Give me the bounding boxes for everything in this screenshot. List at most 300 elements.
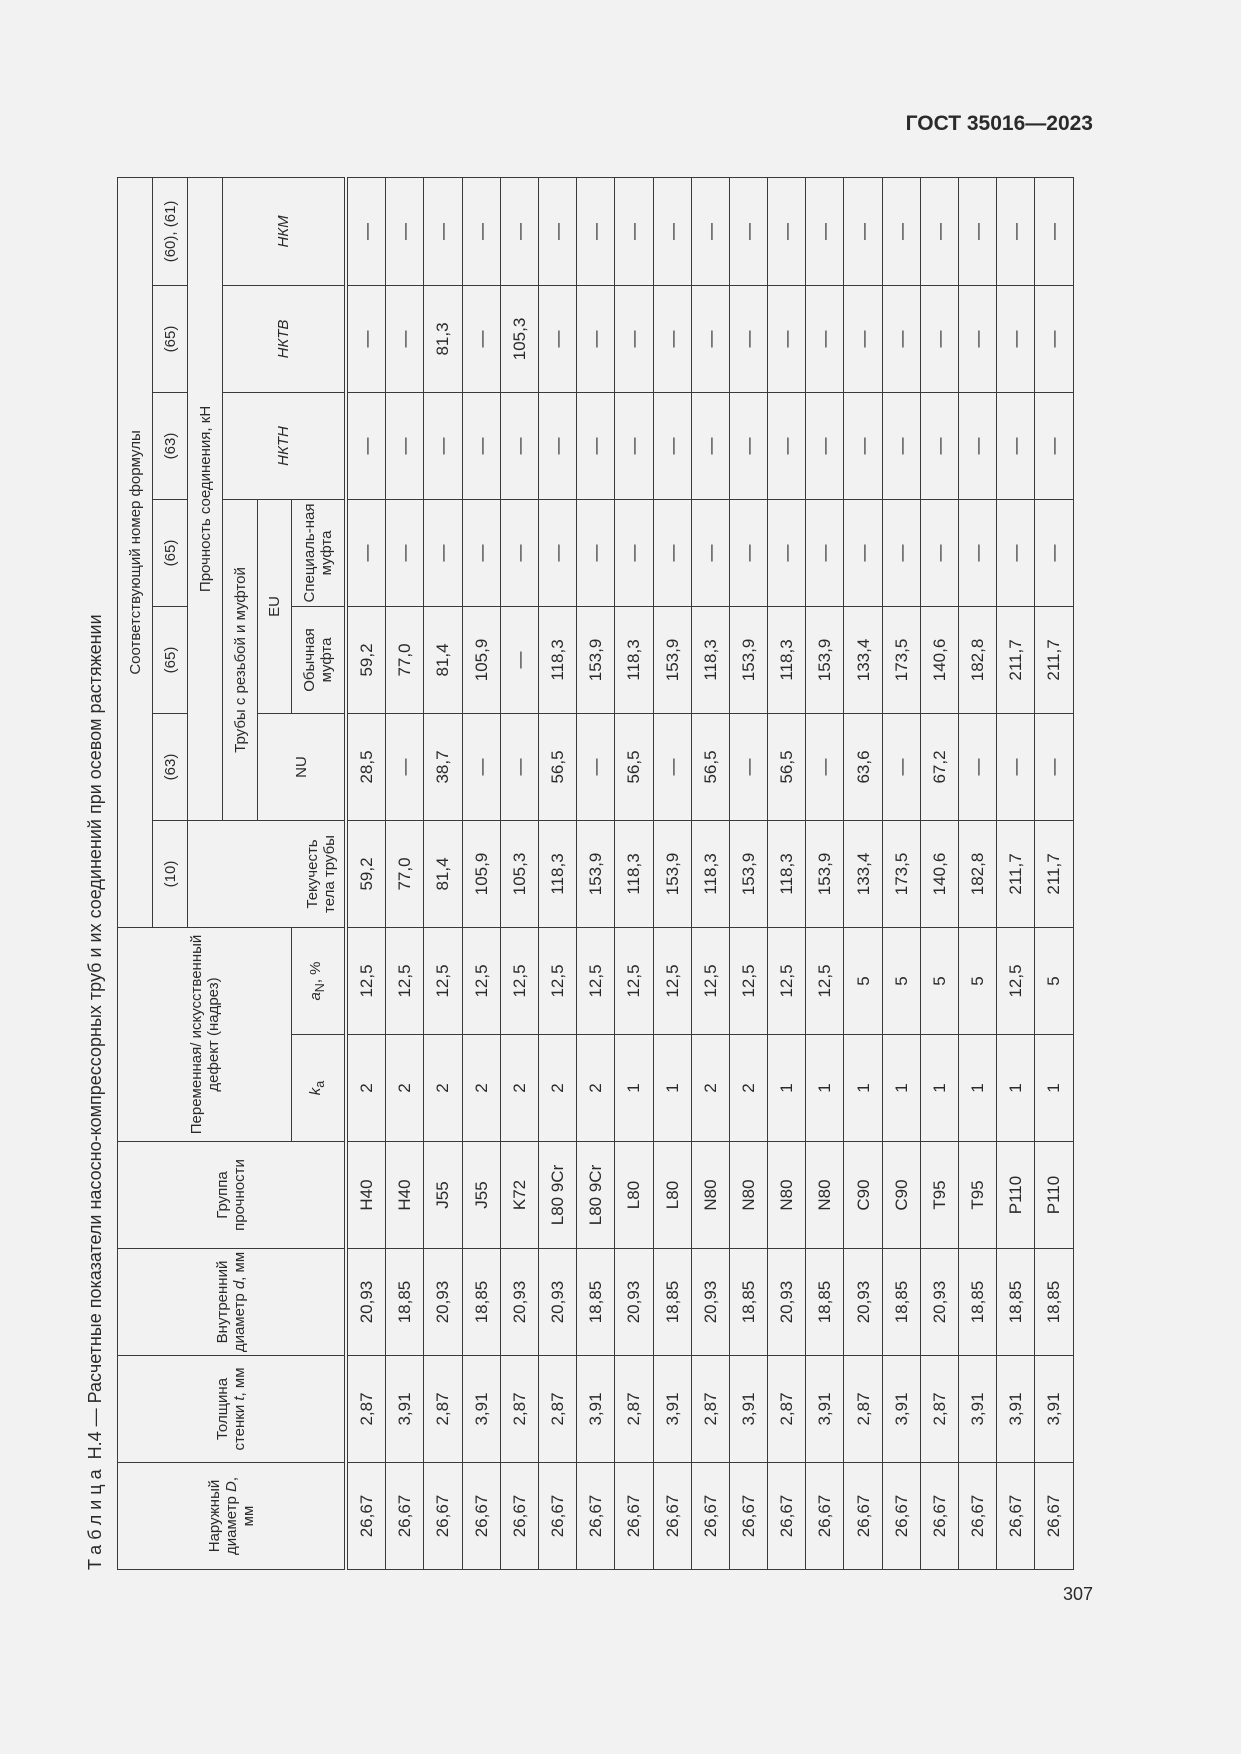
table-cell: 211,7 — [1035, 606, 1073, 713]
table-cell: — — [997, 285, 1035, 392]
table-cell: 18,85 — [997, 1249, 1035, 1356]
table-cell: — — [615, 177, 653, 285]
table-cell: — — [806, 285, 844, 392]
table-cell: T95 — [920, 1142, 958, 1249]
table-cell: — — [577, 499, 615, 606]
header-text: Внутренний диаметр — [214, 1260, 248, 1353]
header-nu: NU — [258, 713, 347, 820]
table-cell: 2 — [346, 1035, 386, 1142]
table-cell: 133,4 — [844, 606, 882, 713]
caption-label: Таблица — [85, 1464, 105, 1570]
table-cell: 1 — [653, 1035, 691, 1142]
table-cell: — — [386, 713, 424, 820]
table-cell: 2 — [729, 1035, 767, 1142]
table-cell: — — [997, 713, 1035, 820]
table-row — [997, 177, 1035, 1569]
caption-text: Н.4 — Расчетные показатели насосно-компрессорных труб и их соединений при осевом растяжении — [85, 614, 105, 1460]
table-cell: 12,5 — [577, 927, 615, 1034]
table-row — [653, 177, 691, 1569]
table-cell: H40 — [386, 1142, 424, 1249]
table-cell: 211,7 — [997, 820, 1035, 927]
table-row — [462, 177, 500, 1569]
table-cell: 26,67 — [346, 1463, 386, 1570]
table-row — [386, 177, 424, 1569]
table-cell: — — [462, 392, 500, 499]
table-row — [615, 177, 653, 1569]
table-cell: 2 — [691, 1035, 729, 1142]
header-nktv: НКТВ — [223, 285, 347, 392]
table-cell: — — [729, 392, 767, 499]
table-cell: 81,4 — [424, 820, 462, 927]
formula-cell: (65) — [153, 606, 188, 713]
table-cell: 2,87 — [500, 1356, 538, 1463]
table-cell: — — [882, 177, 920, 285]
table-cell: 26,67 — [538, 1463, 576, 1570]
table-cell: 12,5 — [768, 927, 806, 1034]
table-cell: 1 — [882, 1035, 920, 1142]
table-cell: — — [386, 285, 424, 392]
table-cell: — — [691, 392, 729, 499]
table-cell: — — [959, 713, 997, 820]
table-cell: 20,93 — [538, 1249, 576, 1356]
table-cell: 3,91 — [997, 1356, 1035, 1463]
table-row — [500, 177, 538, 1569]
table-cell: 118,3 — [615, 606, 653, 713]
table-cell: 118,3 — [768, 820, 806, 927]
table-cell: 18,85 — [462, 1249, 500, 1356]
table-cell: — — [462, 499, 500, 606]
table-cell: — — [691, 499, 729, 606]
table-cell: L80 — [615, 1142, 653, 1249]
table-cell: 3,91 — [386, 1356, 424, 1463]
table-cell: — — [997, 177, 1035, 285]
table-cell: — — [920, 499, 958, 606]
table-cell: L80 9Cr — [577, 1142, 615, 1249]
header-formula-number: Соответствующий номер формулы — [118, 177, 153, 927]
header-eu: EU — [258, 499, 292, 713]
table-cell: 26,67 — [806, 1463, 844, 1570]
header-text: Наружный диаметр — [205, 1479, 240, 1556]
table-cell: 105,9 — [462, 820, 500, 927]
table-cell: — — [615, 499, 653, 606]
table-row — [768, 177, 806, 1569]
table-cell: C90 — [844, 1142, 882, 1249]
table-cell: — — [844, 285, 882, 392]
table-cell: 77,0 — [386, 606, 424, 713]
table-cell: — — [653, 713, 691, 820]
table-cell: — — [577, 285, 615, 392]
table-cell: 1 — [768, 1035, 806, 1142]
table-cell: 26,67 — [959, 1463, 997, 1570]
table-cell: — — [615, 392, 653, 499]
table-cell: 59,2 — [346, 820, 386, 927]
table-cell: 2,87 — [768, 1356, 806, 1463]
formula-cell: (60), (61) — [153, 177, 188, 285]
table-cell: — — [768, 392, 806, 499]
table-cell: — — [538, 499, 576, 606]
table-cell: 3,91 — [806, 1356, 844, 1463]
table-cell: — — [346, 285, 386, 392]
table-cell: — — [653, 177, 691, 285]
table-cell: 67,2 — [920, 713, 958, 820]
table-cell: 26,67 — [462, 1463, 500, 1570]
table-cell: — — [386, 499, 424, 606]
table-cell: 12,5 — [346, 927, 386, 1034]
table-row — [577, 177, 615, 1569]
table-cell: — — [424, 177, 462, 285]
table-cell: 2 — [424, 1035, 462, 1142]
table-cell: L80 9Cr — [538, 1142, 576, 1249]
table-cell: — — [538, 285, 576, 392]
table-row — [424, 177, 462, 1569]
table-cell: 211,7 — [997, 606, 1035, 713]
table-cell: — — [462, 285, 500, 392]
table-cell: — — [424, 392, 462, 499]
table-cell: 153,9 — [653, 606, 691, 713]
table-cell: 20,93 — [768, 1249, 806, 1356]
table-cell: — — [500, 177, 538, 285]
subscript: a — [313, 1080, 327, 1088]
table-cell: 182,8 — [959, 606, 997, 713]
table-cell: — — [577, 392, 615, 499]
table-cell: — — [691, 285, 729, 392]
table-cell: 5 — [1035, 927, 1073, 1034]
table-row — [959, 177, 997, 1569]
table-cell: 2,87 — [844, 1356, 882, 1463]
table-cell: 173,5 — [882, 606, 920, 713]
table-cell: — — [500, 606, 538, 713]
table-cell: 12,5 — [997, 927, 1035, 1034]
table-cell: — — [729, 285, 767, 392]
table-cell: 2,87 — [691, 1356, 729, 1463]
table-cell: 12,5 — [424, 927, 462, 1034]
table-cell: H40 — [346, 1142, 386, 1249]
header-defect: Переменная/ искусственный дефект (надрез) — [118, 927, 292, 1141]
table-cell: 59,2 — [346, 606, 386, 713]
table-cell: J55 — [462, 1142, 500, 1249]
table-cell: 105,3 — [500, 820, 538, 927]
table-cell: 153,9 — [729, 606, 767, 713]
symbol: a — [307, 992, 324, 1001]
table-cell: 105,9 — [462, 606, 500, 713]
table-cell: — — [386, 177, 424, 285]
header-text: , мм — [231, 1367, 248, 1397]
table-cell: 18,85 — [577, 1249, 615, 1356]
table-cell: 20,93 — [844, 1249, 882, 1356]
table-cell: 118,3 — [538, 606, 576, 713]
table-cell: N80 — [691, 1142, 729, 1249]
table-cell: 153,9 — [577, 606, 615, 713]
table-cell: 12,5 — [386, 927, 424, 1034]
table-cell: 63,6 — [844, 713, 882, 820]
table-cell: C90 — [882, 1142, 920, 1249]
table-cell: — — [920, 392, 958, 499]
table-cell: 1 — [920, 1035, 958, 1142]
header-inner-diameter — [118, 1249, 347, 1356]
table-cell: 2 — [577, 1035, 615, 1142]
table-cell: 26,67 — [577, 1463, 615, 1570]
table-cell: 38,7 — [424, 713, 462, 820]
table-cell: 3,91 — [577, 1356, 615, 1463]
table-cell: 28,5 — [346, 713, 386, 820]
table-cell: — — [1035, 392, 1073, 499]
table-cell: 18,85 — [806, 1249, 844, 1356]
table-cell: — — [959, 392, 997, 499]
table-cell: 140,6 — [920, 820, 958, 927]
table-cell: 20,93 — [500, 1249, 538, 1356]
table-cell: — — [729, 499, 767, 606]
table-cell: 81,3 — [424, 285, 462, 392]
table-cell: N80 — [768, 1142, 806, 1249]
table-cell: 5 — [844, 927, 882, 1034]
page-number: 307 — [1062, 1584, 1093, 1604]
table-cell: — — [653, 285, 691, 392]
header-strength-group: Группа прочности — [118, 1142, 347, 1249]
table-cell: 2,87 — [538, 1356, 576, 1463]
header-var: t — [231, 1396, 248, 1401]
table-cell: 18,85 — [729, 1249, 767, 1356]
table-row — [538, 177, 576, 1569]
header-regular-coupling: Обычная муфта — [292, 606, 347, 713]
table-cell: 1 — [806, 1035, 844, 1142]
table-cell: J55 — [424, 1142, 462, 1249]
table-cell: — — [959, 499, 997, 606]
table-cell: 133,4 — [844, 820, 882, 927]
table-cell: 56,5 — [691, 713, 729, 820]
table-cell: 1 — [615, 1035, 653, 1142]
formula-cell: (10) — [153, 820, 188, 927]
table-cell: — — [997, 499, 1035, 606]
header-joint-strength: Прочность соединения, кН — [188, 177, 223, 820]
table-cell: 18,85 — [882, 1249, 920, 1356]
table-cell: — — [577, 177, 615, 285]
table-cell: — — [806, 713, 844, 820]
table-cell: 26,67 — [691, 1463, 729, 1570]
table-cell: 2,87 — [615, 1356, 653, 1463]
table-row — [920, 177, 958, 1569]
table-cell: — — [538, 177, 576, 285]
table-cell: N80 — [729, 1142, 767, 1249]
table-cell: — — [462, 177, 500, 285]
table-cell: — — [1035, 177, 1073, 285]
table-cell: — — [768, 285, 806, 392]
table-cell: 56,5 — [538, 713, 576, 820]
table-cell: 1 — [959, 1035, 997, 1142]
table-cell: — — [577, 713, 615, 820]
table-cell: 20,93 — [615, 1249, 653, 1356]
table-cell: 81,4 — [424, 606, 462, 713]
table-cell: P110 — [1035, 1142, 1073, 1249]
header-ka — [292, 1035, 347, 1142]
table-cell: 5 — [882, 927, 920, 1034]
header-text: , мм — [231, 1251, 248, 1281]
table-cell: 1 — [844, 1035, 882, 1142]
table-cell: 3,91 — [959, 1356, 997, 1463]
table-body — [346, 177, 1073, 1569]
header-nkm: НКМ — [223, 177, 347, 285]
table-row — [1035, 177, 1073, 1569]
table-cell: 26,67 — [729, 1463, 767, 1570]
table-cell: 2 — [462, 1035, 500, 1142]
table-cell: — — [882, 713, 920, 820]
formula-cell: (63) — [153, 392, 188, 499]
table-cell: 105,3 — [500, 285, 538, 392]
table-cell: — — [806, 392, 844, 499]
table-cell: 3,91 — [1035, 1356, 1073, 1463]
table-cell: 153,9 — [806, 606, 844, 713]
table-cell: — — [653, 392, 691, 499]
header-text: , мм — [222, 1476, 257, 1527]
table-cell: 12,5 — [729, 927, 767, 1034]
table-cell: 1 — [997, 1035, 1035, 1142]
table-cell: 153,9 — [729, 820, 767, 927]
table-cell: — — [538, 392, 576, 499]
table-cell: — — [462, 713, 500, 820]
table-cell: — — [920, 285, 958, 392]
table-cell: — — [500, 499, 538, 606]
table-cell: 26,67 — [768, 1463, 806, 1570]
table-cell: 3,91 — [653, 1356, 691, 1463]
table-cell: 2,87 — [920, 1356, 958, 1463]
table-cell: 77,0 — [386, 820, 424, 927]
table-cell: 18,85 — [1035, 1249, 1073, 1356]
table-cell: 182,8 — [959, 820, 997, 927]
table-cell: 26,67 — [1035, 1463, 1073, 1570]
table-cell: 26,67 — [424, 1463, 462, 1570]
table-cell: 18,85 — [386, 1249, 424, 1356]
table-cell: — — [500, 392, 538, 499]
table-cell: L80 — [653, 1142, 691, 1249]
table-cell: 12,5 — [462, 927, 500, 1034]
table-cell: 18,85 — [653, 1249, 691, 1356]
header-wall-thickness — [118, 1356, 347, 1463]
table-cell: 56,5 — [615, 713, 653, 820]
table-cell: 26,67 — [500, 1463, 538, 1570]
table-cell: 26,67 — [386, 1463, 424, 1570]
table-cell: 2,87 — [346, 1356, 386, 1463]
table-cell: — — [997, 392, 1035, 499]
table-cell: 2 — [538, 1035, 576, 1142]
table-cell: — — [346, 499, 386, 606]
table-cell: 12,5 — [691, 927, 729, 1034]
table-cell: — — [729, 177, 767, 285]
rotated-table-block — [80, 178, 1093, 1570]
table-cell: 26,67 — [920, 1463, 958, 1570]
table-cell: 18,85 — [959, 1249, 997, 1356]
subscript: N — [313, 983, 327, 993]
formula-cell: (65) — [153, 285, 188, 392]
table-cell: 12,5 — [538, 927, 576, 1034]
table-cell: — — [882, 285, 920, 392]
table-cell: 20,93 — [424, 1249, 462, 1356]
table-cell: — — [691, 177, 729, 285]
table-cell: — — [500, 713, 538, 820]
header-nktn: НКТН — [223, 392, 347, 499]
header-pipe-yield: Текучесть тела трубы — [188, 820, 347, 927]
table-cell: — — [959, 285, 997, 392]
table-cell: 2,87 — [424, 1356, 462, 1463]
table-cell: — — [768, 177, 806, 285]
standard-designation: ГОСТ 35016—2023 — [905, 112, 1093, 135]
table-cell: — — [806, 499, 844, 606]
table-cell: 12,5 — [500, 927, 538, 1034]
table-cell: N80 — [806, 1142, 844, 1249]
table-cell: 153,9 — [577, 820, 615, 927]
table-cell: 3,91 — [882, 1356, 920, 1463]
table-cell: — — [346, 392, 386, 499]
table-cell: — — [424, 499, 462, 606]
table-cell: 26,67 — [997, 1463, 1035, 1570]
header-special-coupling: Специаль-ная муфта — [292, 499, 347, 606]
table-cell: 118,3 — [691, 820, 729, 927]
symbol: k — [307, 1087, 324, 1096]
table-cell: K72 — [500, 1142, 538, 1249]
pipe-tension-table — [117, 177, 1074, 1570]
table-cell: 153,9 — [806, 820, 844, 927]
table-cell: 26,67 — [615, 1463, 653, 1570]
table-caption — [80, 178, 117, 1570]
table-cell: 118,3 — [768, 606, 806, 713]
table-row — [882, 177, 920, 1569]
table-cell: 20,93 — [691, 1249, 729, 1356]
table-cell: 118,3 — [691, 606, 729, 713]
table-row — [729, 177, 767, 1569]
table-cell: — — [844, 177, 882, 285]
table-cell: P110 — [997, 1142, 1035, 1249]
table-cell: 3,91 — [729, 1356, 767, 1463]
table-cell: 56,5 — [768, 713, 806, 820]
table-cell: 173,5 — [882, 820, 920, 927]
table-row — [806, 177, 844, 1569]
table-cell: 211,7 — [1035, 820, 1073, 927]
table-cell: — — [882, 499, 920, 606]
table-row — [844, 177, 882, 1569]
table-cell: 118,3 — [538, 820, 576, 927]
table-cell: 118,3 — [615, 820, 653, 927]
table-cell: — — [729, 713, 767, 820]
table-cell: — — [1035, 713, 1073, 820]
table-cell: 12,5 — [806, 927, 844, 1034]
table-cell: 26,67 — [882, 1463, 920, 1570]
table-cell: — — [959, 177, 997, 285]
formula-cell: (63) — [153, 713, 188, 820]
table-cell: — — [806, 177, 844, 285]
table-cell: — — [844, 499, 882, 606]
table-cell: 26,67 — [844, 1463, 882, 1570]
header-var: d — [231, 1280, 248, 1290]
table-cell: — — [346, 177, 386, 285]
suffix: , % — [307, 961, 324, 984]
header-threaded-coupled: Трубы с резьбой и муфтой — [223, 499, 258, 820]
table-cell: 12,5 — [653, 927, 691, 1034]
table-cell: 20,93 — [920, 1249, 958, 1356]
header-an — [292, 927, 347, 1034]
table-cell: — — [844, 392, 882, 499]
table-cell: 26,67 — [653, 1463, 691, 1570]
table-cell: 20,93 — [346, 1249, 386, 1356]
table-cell: 1 — [1035, 1035, 1073, 1142]
header-var: D — [222, 1481, 240, 1492]
table-cell: T95 — [959, 1142, 997, 1249]
table-cell: 5 — [920, 927, 958, 1034]
table-cell: — — [920, 177, 958, 285]
table-cell: 153,9 — [653, 820, 691, 927]
header-text: Толщина стенки — [214, 1377, 248, 1451]
header-outer-diameter — [118, 1463, 347, 1570]
table-row — [346, 177, 386, 1569]
table-cell: 12,5 — [615, 927, 653, 1034]
table-cell: — — [1035, 285, 1073, 392]
